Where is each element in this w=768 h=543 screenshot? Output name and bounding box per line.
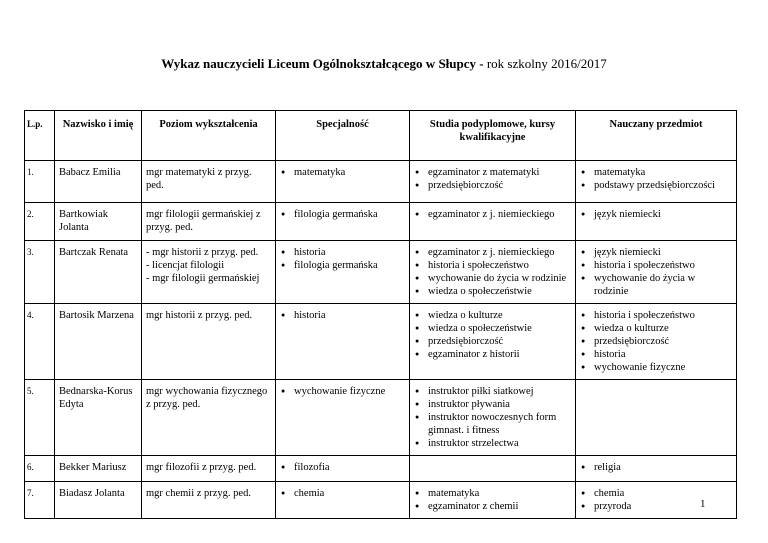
list-item: ● filologia germańska (294, 208, 405, 221)
studia-list (414, 385, 571, 450)
cell-name: Bednarska-Korus Edyta (55, 380, 142, 456)
studia-list (414, 309, 571, 361)
cell-lp: 1. (25, 161, 55, 203)
cell-name: Babacz Emilia (55, 161, 142, 203)
list-item: ● przedsiębiorczość (428, 179, 571, 192)
cell-subject (576, 482, 737, 519)
header-specialty: Specjalność (276, 111, 410, 161)
list-item: ● egzaminator z chemii (428, 500, 571, 513)
spec-list (280, 385, 405, 398)
cell-subject (576, 241, 737, 304)
cell-studia (410, 456, 576, 482)
list-item: ● historia (594, 348, 732, 361)
table-row (25, 241, 737, 304)
list-item: ● matematyka (594, 166, 732, 179)
page-title (0, 56, 768, 72)
list-item: ● filologia germańska (294, 259, 405, 272)
cell-subject (576, 161, 737, 203)
header-subject: Nauczany przedmiot (576, 111, 737, 161)
list-item: ● podstawy przedsiębiorczości (594, 179, 732, 192)
list-item: ● wychowanie do życia w rodzinie (594, 272, 732, 298)
cell-name: Bartosik Marzena (55, 304, 142, 380)
cell-subject (576, 456, 737, 482)
list-item: ● instruktor nowoczesnych form gimnast. i fitness (428, 411, 571, 437)
list-item: ● historia (294, 246, 405, 259)
cell-spec (276, 161, 410, 203)
table-body (25, 161, 737, 519)
cell-spec (276, 456, 410, 482)
list-item: ● wiedza o społeczeństwie (428, 322, 571, 335)
list-item: ● egzaminator z historii (428, 348, 571, 361)
list-item: ● wychowanie fizyczne (594, 361, 732, 374)
list-item: ● instruktor piłki siatkowej (428, 385, 571, 398)
header-education: Poziom wykształcenia (142, 111, 276, 161)
table-row (25, 304, 737, 380)
cell-studia (410, 304, 576, 380)
cell-education: - mgr historii z przyg. ped. - licencjat filologii - mgr filologii germańskiej (142, 241, 276, 304)
table-row (25, 203, 737, 241)
cell-name: Bekker Mariusz (55, 456, 142, 482)
list-item: ● chemia (594, 487, 732, 500)
list-item: ● język niemiecki (594, 246, 732, 259)
spec-list (280, 246, 405, 272)
list-item: ● instruktor strzelectwa (428, 437, 571, 450)
list-item: ● historia (294, 309, 405, 322)
cell-studia (410, 203, 576, 241)
cell-spec (276, 241, 410, 304)
cell-lp: 3. (25, 241, 55, 304)
list-item: ● egzaminator z matematyki (428, 166, 571, 179)
header-row (25, 111, 737, 161)
cell-education: mgr filozofii z przyg. ped. (142, 456, 276, 482)
list-item: ● wiedza o kulturze (594, 322, 732, 335)
subject-list (580, 208, 732, 221)
table-row (25, 482, 737, 519)
studia-list (414, 208, 571, 221)
spec-list (280, 487, 405, 500)
header-studies: Studia podyplomowe, kursy kwalifikacyjne (410, 111, 576, 161)
cell-education: mgr historii z przyg. ped. (142, 304, 276, 380)
list-item: ● filozofia (294, 461, 405, 474)
cell-name: Bartkowiak Jolanta (55, 203, 142, 241)
list-item: ● historia i społeczeństwo (428, 259, 571, 272)
subject-list (580, 166, 732, 192)
cell-studia (410, 482, 576, 519)
list-item: ● matematyka (428, 487, 571, 500)
studia-list (414, 166, 571, 192)
cell-lp: 7. (25, 482, 55, 519)
cell-spec (276, 203, 410, 241)
cell-spec (276, 304, 410, 380)
list-item: ● instruktor pływania (428, 398, 571, 411)
cell-name: Biadasz Jolanta (55, 482, 142, 519)
title-normal: rok szkolny 2016/2017 (483, 56, 607, 71)
list-item: ● język niemiecki (594, 208, 732, 221)
list-item: ● egzaminator z j. niemieckiego (428, 246, 571, 259)
cell-name: Bartczak Renata (55, 241, 142, 304)
list-item: ● wychowanie fizyczne (294, 385, 405, 398)
studia-list (414, 246, 571, 298)
list-item: ● chemia (294, 487, 405, 500)
cell-lp: 6. (25, 456, 55, 482)
list-item: ● matematyka (294, 166, 405, 179)
teachers-table (24, 110, 737, 519)
table-row (25, 456, 737, 482)
list-item: ● wiedza o kulturze (428, 309, 571, 322)
cell-studia (410, 161, 576, 203)
list-item: ● historia i społeczeństwo (594, 259, 732, 272)
cell-education: mgr chemii z przyg. ped. (142, 482, 276, 519)
cell-lp: 2. (25, 203, 55, 241)
cell-education: mgr matematyki z przyg. ped. (142, 161, 276, 203)
table-row (25, 380, 737, 456)
spec-list (280, 208, 405, 221)
cell-studia (410, 241, 576, 304)
spec-list (280, 461, 405, 474)
header-name: Nazwisko i imię (55, 111, 142, 161)
cell-spec (276, 380, 410, 456)
list-item: ● przyroda (594, 500, 732, 513)
list-item: ● przedsiębiorczość (428, 335, 571, 348)
page-number: 1 (700, 498, 706, 510)
studia-list (414, 487, 571, 513)
cell-education: mgr wychowania fizycznego z przyg. ped. (142, 380, 276, 456)
cell-education: mgr filologii germańskiej z przyg. ped. (142, 203, 276, 241)
list-item: ● egzaminator z j. niemieckiego (428, 208, 571, 221)
list-item: ● przedsiębiorczość (594, 335, 732, 348)
subject-list (580, 487, 732, 513)
cell-subject (576, 380, 737, 456)
list-item: ● historia i społeczeństwo (594, 309, 732, 322)
cell-lp: 4. (25, 304, 55, 380)
cell-studia (410, 380, 576, 456)
cell-subject (576, 203, 737, 241)
subject-list (580, 309, 732, 374)
cell-spec (276, 482, 410, 519)
cell-lp: 5. (25, 380, 55, 456)
cell-subject (576, 304, 737, 380)
title-bold: Wykaz nauczycieli Liceum Ogólnokształcącego w Słupcy - (161, 56, 484, 71)
spec-list (280, 309, 405, 322)
list-item: ● wychowanie do życia w rodzinie (428, 272, 571, 285)
subject-list (580, 246, 732, 298)
list-item: ● wiedza o społeczeństwie (428, 285, 571, 298)
list-item: ● religia (594, 461, 732, 474)
spec-list (280, 166, 405, 179)
subject-list (580, 461, 732, 474)
table-row (25, 161, 737, 203)
header-lp: L.p. (25, 111, 55, 161)
